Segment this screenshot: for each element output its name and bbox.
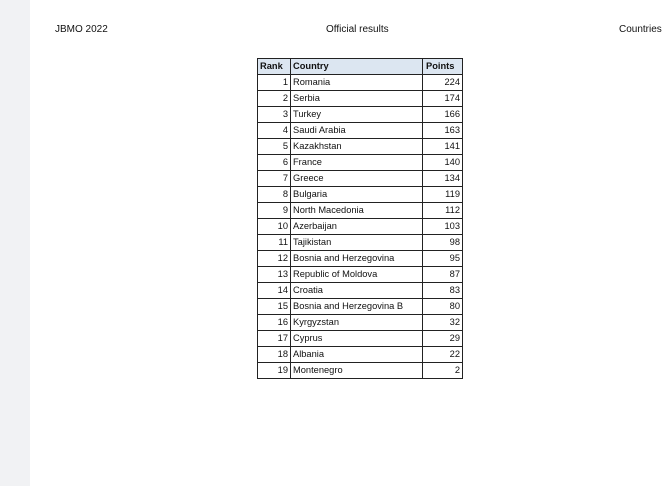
rank-cell: 16: [258, 315, 291, 331]
results-table: [257, 58, 463, 379]
points-cell: 112: [423, 203, 463, 219]
country-cell: Bulgaria: [291, 187, 423, 203]
rank-cell: 12: [258, 251, 291, 267]
table-row: [258, 235, 463, 251]
country-cell: Romania: [291, 75, 423, 91]
points-cell: 2: [423, 363, 463, 379]
table-row: [258, 283, 463, 299]
rank-cell: 13: [258, 267, 291, 283]
points-cell: 95: [423, 251, 463, 267]
country-cell: Kyrgyzstan: [291, 315, 423, 331]
rank-cell: 6: [258, 155, 291, 171]
table-row: [258, 91, 463, 107]
country-cell: France: [291, 155, 423, 171]
results-body: [258, 75, 463, 379]
points-cell: 22: [423, 347, 463, 363]
rank-cell: 4: [258, 123, 291, 139]
table-row: [258, 267, 463, 283]
table-row: [258, 123, 463, 139]
country-cell: Kazakhstan: [291, 139, 423, 155]
table-row: [258, 171, 463, 187]
country-cell: Saudi Arabia: [291, 123, 423, 139]
rank-cell: 11: [258, 235, 291, 251]
table-row: [258, 219, 463, 235]
country-cell: Croatia: [291, 283, 423, 299]
table-header-row: [258, 59, 463, 75]
table-row: [258, 107, 463, 123]
column-header-points: Points: [423, 59, 463, 75]
header-section: Countries: [619, 24, 662, 35]
page-margin: [0, 0, 30, 486]
country-cell: Azerbaijan: [291, 219, 423, 235]
country-cell: Albania: [291, 347, 423, 363]
table-row: [258, 139, 463, 155]
points-cell: 29: [423, 331, 463, 347]
country-cell: Serbia: [291, 91, 423, 107]
rank-cell: 7: [258, 171, 291, 187]
rank-cell: 19: [258, 363, 291, 379]
country-cell: Turkey: [291, 107, 423, 123]
table-row: [258, 315, 463, 331]
table-row: [258, 347, 463, 363]
country-cell: Bosnia and Herzegovina: [291, 251, 423, 267]
points-cell: 119: [423, 187, 463, 203]
column-header-rank: Rank: [258, 59, 291, 75]
rank-cell: 18: [258, 347, 291, 363]
points-cell: 98: [423, 235, 463, 251]
rank-cell: 17: [258, 331, 291, 347]
rank-cell: 3: [258, 107, 291, 123]
points-cell: 163: [423, 123, 463, 139]
rank-cell: 10: [258, 219, 291, 235]
country-cell: Montenegro: [291, 363, 423, 379]
rank-cell: 8: [258, 187, 291, 203]
table-row: [258, 187, 463, 203]
table-row: [258, 155, 463, 171]
table-row: [258, 251, 463, 267]
header-competition: JBMO 2022: [55, 24, 108, 35]
rank-cell: 5: [258, 139, 291, 155]
table-row: [258, 331, 463, 347]
rank-cell: 2: [258, 91, 291, 107]
points-cell: 87: [423, 267, 463, 283]
points-cell: 134: [423, 171, 463, 187]
table-row: [258, 299, 463, 315]
rank-cell: 15: [258, 299, 291, 315]
column-header-country: Country: [291, 59, 423, 75]
points-cell: 166: [423, 107, 463, 123]
country-cell: Greece: [291, 171, 423, 187]
rank-cell: 14: [258, 283, 291, 299]
country-cell: Bosnia and Herzegovina B: [291, 299, 423, 315]
country-cell: Tajikistan: [291, 235, 423, 251]
points-cell: 174: [423, 91, 463, 107]
points-cell: 83: [423, 283, 463, 299]
table-row: [258, 75, 463, 91]
points-cell: 32: [423, 315, 463, 331]
points-cell: 80: [423, 299, 463, 315]
country-cell: Cyprus: [291, 331, 423, 347]
points-cell: 103: [423, 219, 463, 235]
table-row: [258, 363, 463, 379]
points-cell: 140: [423, 155, 463, 171]
country-cell: North Macedonia: [291, 203, 423, 219]
points-cell: 141: [423, 139, 463, 155]
country-cell: Republic of Moldova: [291, 267, 423, 283]
points-cell: 224: [423, 75, 463, 91]
header-title: Official results: [326, 24, 389, 35]
rank-cell: 9: [258, 203, 291, 219]
rank-cell: 1: [258, 75, 291, 91]
table-row: [258, 203, 463, 219]
